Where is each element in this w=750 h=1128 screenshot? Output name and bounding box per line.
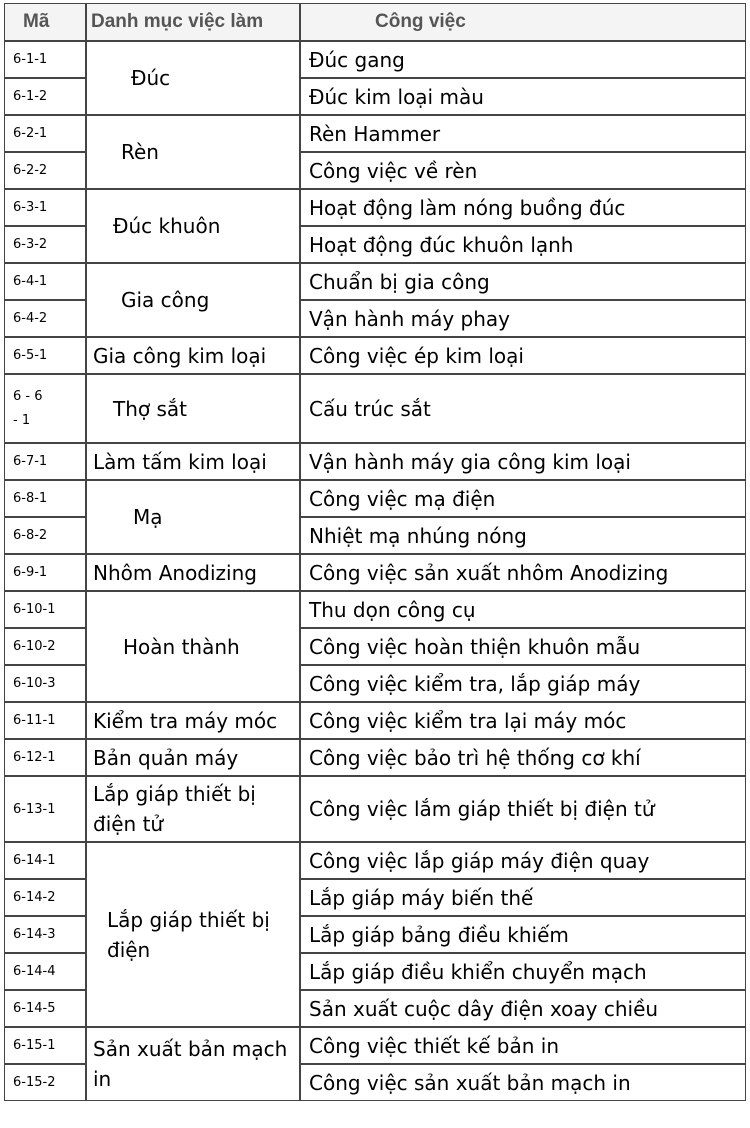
job-code-cell: 6-10-1 — [4, 591, 86, 628]
job-name-cell: Sản xuất cuộc dây điện xoay chiều — [300, 990, 746, 1027]
table-row — [4, 480, 746, 517]
job-code-cell: 6-8-2 — [4, 517, 86, 554]
job-name-cell: Công việc hoàn thiện khuôn mẫu — [300, 628, 746, 665]
header-row — [4, 3, 746, 41]
job-code-cell: 6-5-1 — [4, 337, 86, 374]
category-cell: Rèn — [86, 115, 300, 189]
table-row — [4, 263, 746, 300]
table-row — [4, 554, 746, 591]
category-cell: Gia công kim loại — [86, 337, 300, 374]
job-code-cell: 6-14-4 — [4, 953, 86, 990]
job-code-cell: 6-13-1 — [4, 776, 86, 842]
job-name-cell: Công việc lắm giáp thiết bị điện tử — [300, 776, 746, 842]
job-name-cell: Công việc mạ điện — [300, 480, 746, 517]
table-row — [4, 337, 746, 374]
table-row — [4, 374, 746, 443]
category-cell: Làm tấm kim loại — [86, 443, 300, 480]
category-cell: Lắp giáp thiết bị điện tử — [86, 776, 300, 842]
job-code-cell: 6-1-1 — [4, 41, 86, 78]
job-code-cell: 6-14-2 — [4, 879, 86, 916]
job-name-cell: Lắp giáp bảng điều khiếm — [300, 916, 746, 953]
table-row — [4, 41, 746, 78]
job-code-cell: 6-15-2 — [4, 1064, 86, 1101]
job-name-cell: Công việc kiểm tra lại máy móc — [300, 702, 746, 739]
category-cell: Bản quản máy — [86, 739, 300, 776]
table-body — [4, 41, 746, 1101]
job-code-cell: 6-1-2 — [4, 78, 86, 115]
header-code: Mã — [4, 3, 86, 41]
table-row — [4, 776, 746, 842]
job-name-cell: Công việc thiết kế bản in — [300, 1027, 746, 1064]
job-code-cell: 6 - 6 - 1 — [4, 374, 86, 443]
job-code-cell: 6-4-2 — [4, 300, 86, 337]
header-category: Danh mục việc làm — [86, 3, 300, 41]
header-job: Công việc — [300, 3, 746, 41]
job-table — [4, 3, 746, 1101]
job-code-cell: 6-9-1 — [4, 554, 86, 591]
job-name-cell: Công việc lắp giáp máy điện quay — [300, 842, 746, 879]
table-row — [4, 1027, 746, 1064]
job-name-cell: Công việc kiểm tra, lắp giáp máy — [300, 665, 746, 702]
job-name-cell: Công việc về rèn — [300, 152, 746, 189]
job-code-cell: 6-3-1 — [4, 189, 86, 226]
job-name-cell: Vận hành máy gia công kim loại — [300, 443, 746, 480]
category-cell: Gia công — [86, 263, 300, 337]
job-name-cell: Hoạt động đúc khuôn lạnh — [300, 226, 746, 263]
job-name-cell: Chuẩn bị gia công — [300, 263, 746, 300]
table-row — [4, 591, 746, 628]
table-row — [4, 443, 746, 480]
job-code-cell: 6-2-2 — [4, 152, 86, 189]
job-name-cell: Lắp giáp máy biến thế — [300, 879, 746, 916]
job-code-cell: 6-11-1 — [4, 702, 86, 739]
job-name-cell: Lắp giáp điều khiển chuyển mạch — [300, 953, 746, 990]
job-name-cell: Thu dọn công cụ — [300, 591, 746, 628]
table-row — [4, 739, 746, 776]
table-row — [4, 702, 746, 739]
job-code-cell: 6-3-2 — [4, 226, 86, 263]
job-name-cell: Vận hành máy phay — [300, 300, 746, 337]
category-cell: Đúc khuôn — [86, 189, 300, 263]
category-cell: Nhôm Anodizing — [86, 554, 300, 591]
category-cell: Thợ sắt — [86, 374, 300, 443]
category-cell: Hoàn thành — [86, 591, 300, 702]
table-row — [4, 115, 746, 152]
job-name-cell: Rèn Hammer — [300, 115, 746, 152]
category-cell: Đúc — [86, 41, 300, 115]
job-code-cell: 6-14-1 — [4, 842, 86, 879]
job-code-cell: 6-4-1 — [4, 263, 86, 300]
category-cell: Sản xuất bản mạch in — [86, 1027, 300, 1101]
job-name-cell: Công việc ép kim loại — [300, 337, 746, 374]
job-code-cell: 6-2-1 — [4, 115, 86, 152]
job-name-cell: Cấu trúc sắt — [300, 374, 746, 443]
category-cell: Mạ — [86, 480, 300, 554]
job-code-cell: 6-7-1 — [4, 443, 86, 480]
job-code-cell: 6-10-2 — [4, 628, 86, 665]
category-cell: Kiểm tra máy móc — [86, 702, 300, 739]
job-code-cell: 6-15-1 — [4, 1027, 86, 1064]
job-code-cell: 6-14-3 — [4, 916, 86, 953]
job-code-cell: 6-10-3 — [4, 665, 86, 702]
category-cell: Lắp giáp thiết bị điện — [86, 842, 300, 1027]
job-code-cell: 6-12-1 — [4, 739, 86, 776]
job-name-cell: Công việc sản xuất bản mạch in — [300, 1064, 746, 1101]
job-code-cell: 6-14-5 — [4, 990, 86, 1027]
job-name-cell: Đúc kim loại màu — [300, 78, 746, 115]
job-name-cell: Đúc gang — [300, 41, 746, 78]
job-name-cell: Công việc bảo trì hệ thống cơ khí — [300, 739, 746, 776]
table-row — [4, 189, 746, 226]
job-name-cell: Hoạt động làm nóng buồng đúc — [300, 189, 746, 226]
job-name-cell: Công việc sản xuất nhôm Anodizing — [300, 554, 746, 591]
job-name-cell: Nhiệt mạ nhúng nóng — [300, 517, 746, 554]
job-code-cell: 6-8-1 — [4, 480, 86, 517]
table-row — [4, 842, 746, 879]
